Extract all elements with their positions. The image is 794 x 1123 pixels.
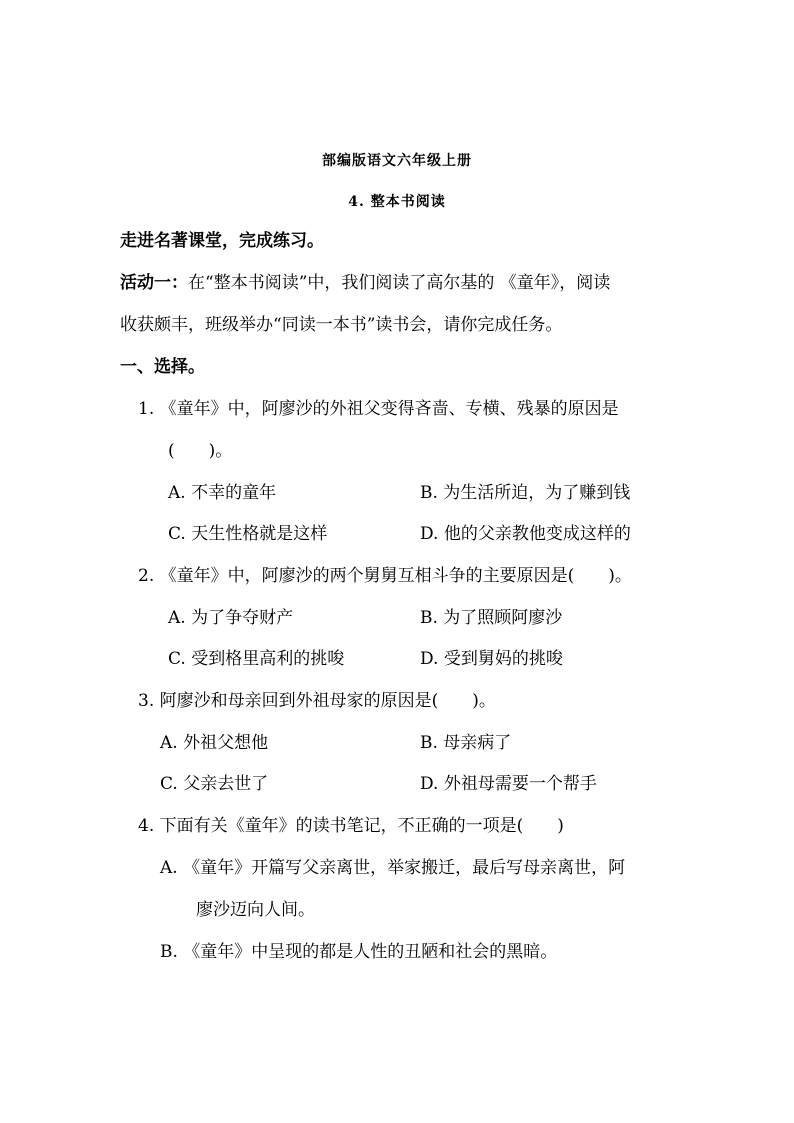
question-2-stem: 2. 《童年》中，阿廖沙的两个舅舅互相斗争的主要原因是( )。	[138, 566, 632, 586]
question-1-option-c: C. 天生性格就是这样	[168, 524, 328, 544]
question-2-option-a: A. 为了争夺财产	[168, 608, 294, 628]
question-2-option-c: C. 受到格里高利的挑唆	[168, 649, 345, 669]
question-3-option-b: B. 母亲病了	[420, 733, 512, 753]
question-4-option-a-cont: 廖沙迈向人间。	[196, 900, 315, 920]
question-4-stem: 4. 下面有关《童年》的读书笔记，不正确的一项是( )	[138, 816, 564, 836]
question-3-option-a: A. 外祖父想他	[160, 733, 269, 753]
question-3-option-c: C. 父亲去世了	[160, 774, 269, 794]
question-2-option-b: B. 为了照顾阿廖沙	[420, 608, 563, 628]
activity-line-1	[120, 271, 610, 295]
question-1-option-a: A. 不幸的童年	[168, 483, 277, 503]
section-heading: 一、选择。	[120, 357, 205, 377]
question-3-stem: 3. 阿廖沙和母亲回到外祖母家的原因是( )。	[138, 691, 496, 711]
lesson-title: 4. 整本书阅读	[348, 194, 446, 210]
activity-label: 活动一：	[120, 273, 188, 293]
activity-line-2: 收获颇丰，班级举办“同读一本书”读书会，请你完成任务。	[120, 315, 563, 335]
question-3-option-d: D. 外祖母需要一个帮手	[420, 774, 597, 794]
question-1-option-b: B. 为生活所迫，为了赚到钱	[420, 483, 631, 503]
activity-text-1: 在“整本书阅读”中，我们阅读了高尔基的 《童年》，阅读	[188, 273, 611, 293]
question-4-option-b: B. 《童年》中呈现的都是人性的丑陋和社会的黑暗。	[160, 942, 558, 962]
question-2-option-d: D. 受到舅妈的挑唆	[420, 649, 563, 669]
question-1-option-d: D. 他的父亲教他变成这样的	[420, 524, 631, 544]
intro-instruction: 走进名著课堂，完成练习。	[120, 231, 324, 251]
question-1-stem-cont: ( )。	[168, 441, 233, 461]
question-1-stem: 1. 《童年》中，阿廖沙的外祖父变得吝啬、专横、残暴的原因是	[138, 399, 619, 419]
series-title: 部编版语文六年级上册	[322, 153, 472, 169]
question-4-option-a: A. 《童年》开篇写父亲离世，举家搬迁，最后写母亲离世，阿	[160, 858, 626, 878]
